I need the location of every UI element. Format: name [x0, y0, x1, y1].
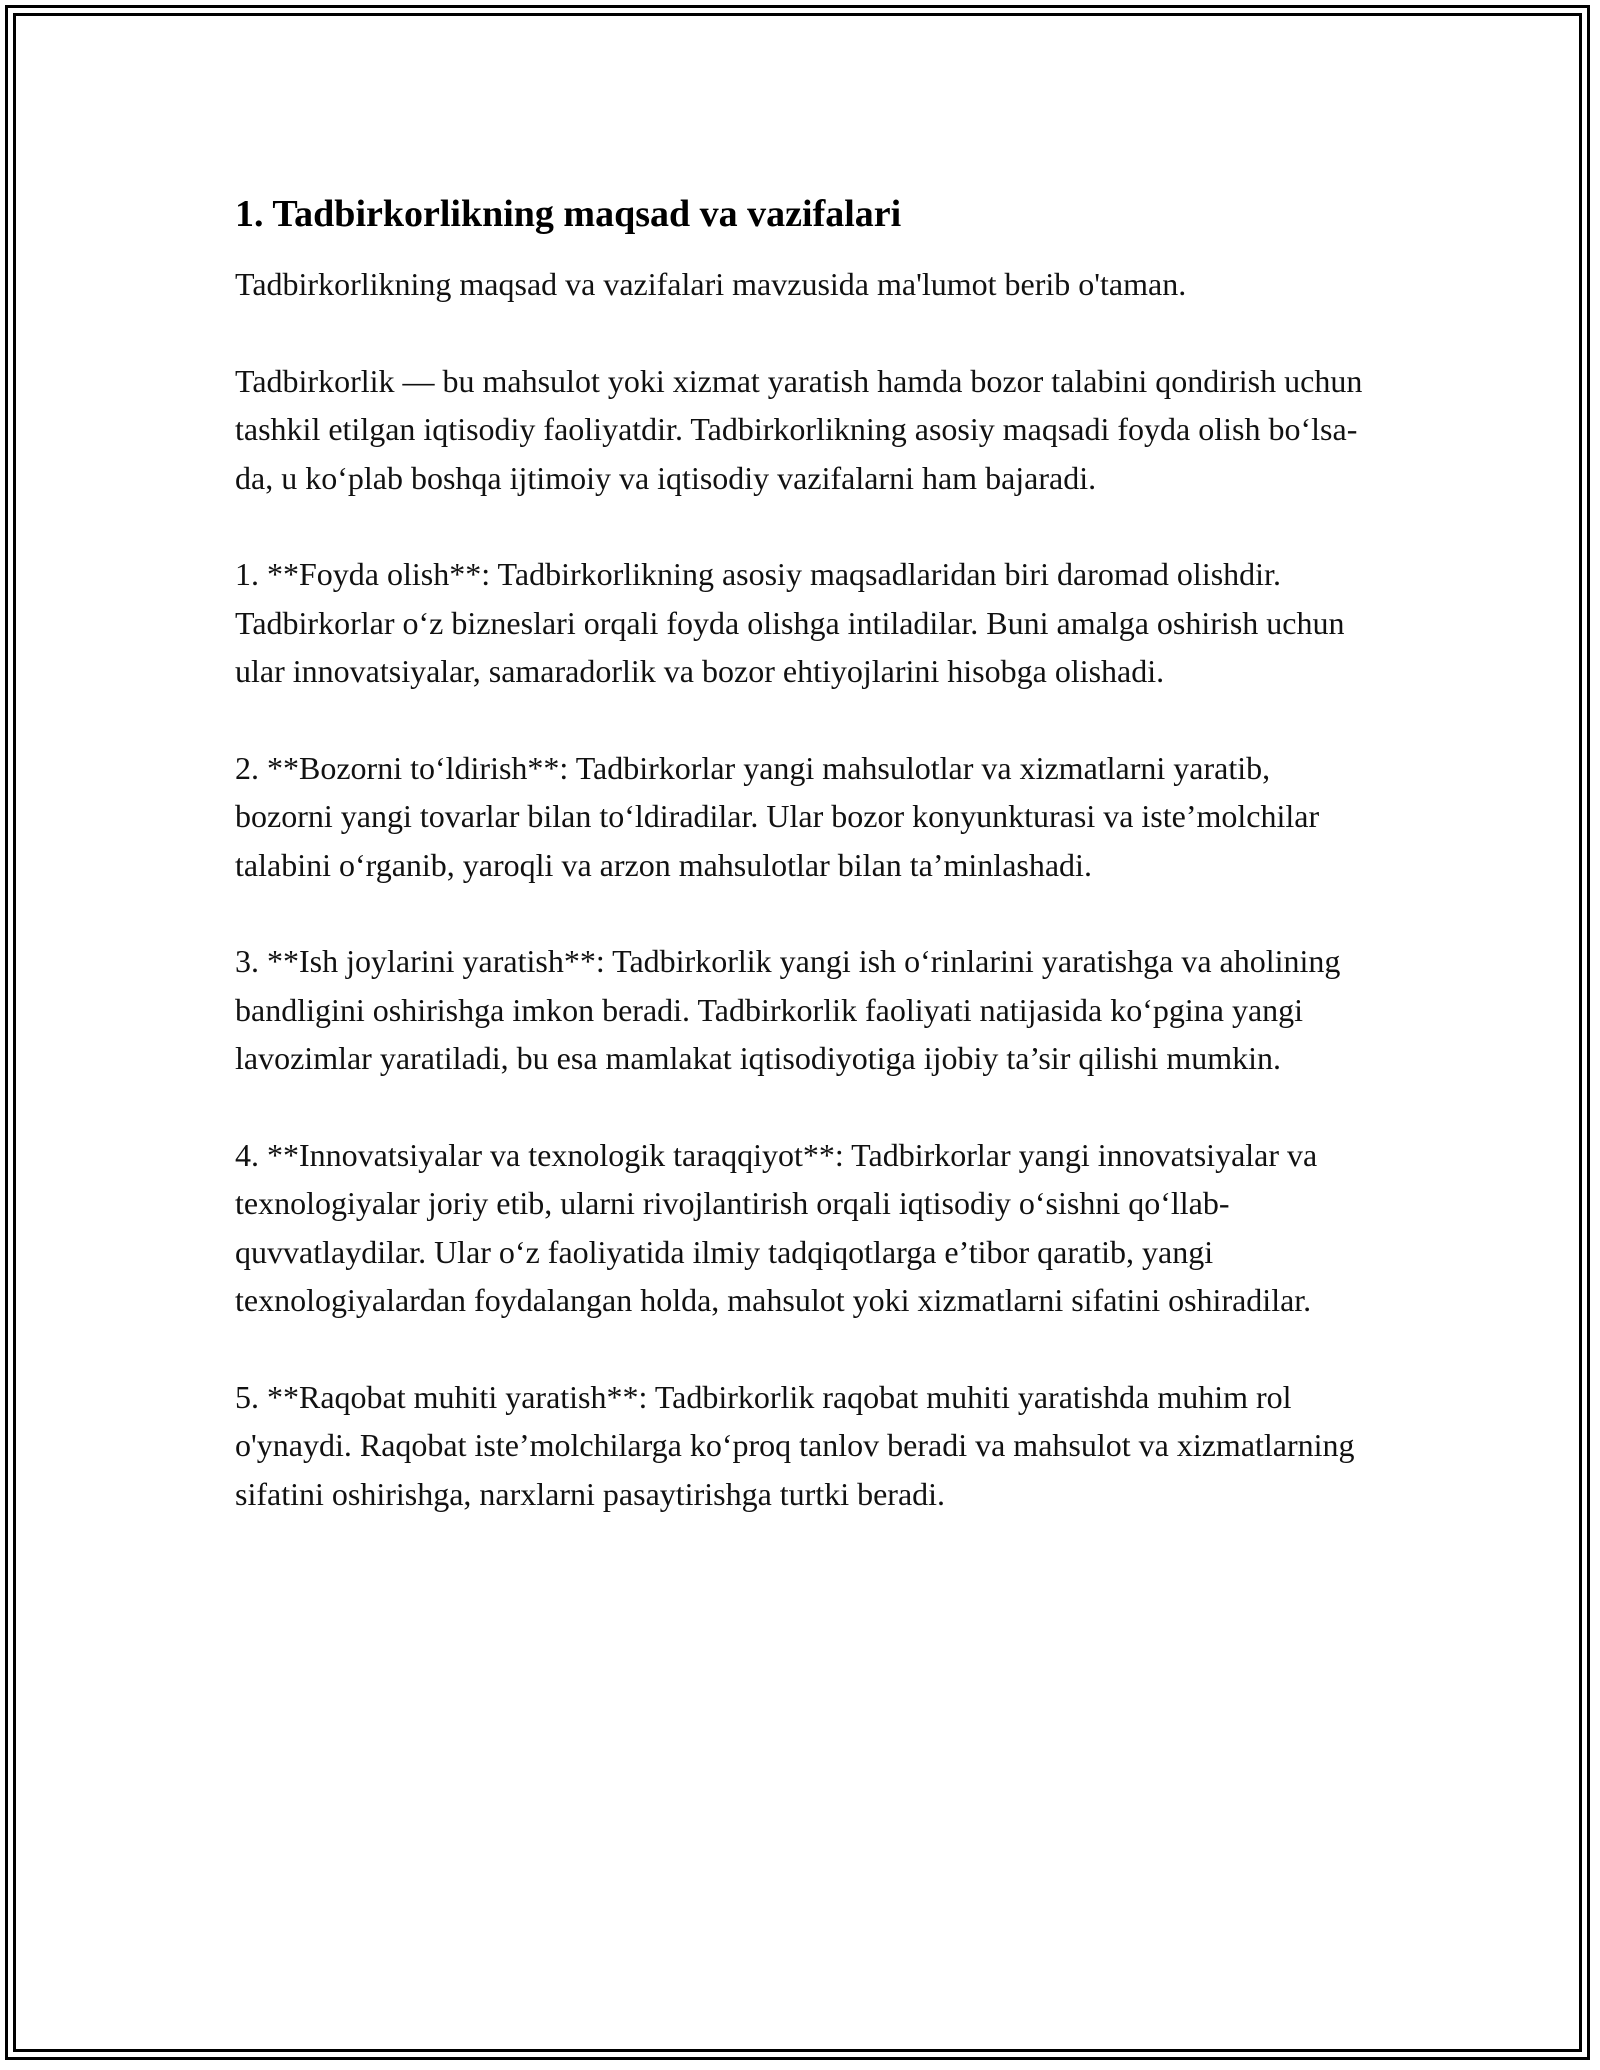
paragraph-definition: Tadbirkorlik — bu mahsulot yoki xizmat yaratish hamda bozor talabini qondirish uchun tashkil etilgan iqtisodiy faoliyatdir. Tadbirkorlikning asosiy maqsadi foyda olish bo‘lsa-da, u ko‘plab boshqa ijtimoiy va iqtisodiy vazifalarni ham bajaradi.: [235, 362, 1363, 496]
paragraph-intro: Tadbirkorlikning maqsad va vazifalari mavzusida ma'lumot berib o'taman.: [235, 266, 1187, 302]
paragraph-item-4: 4. **Innovatsiyalar va texnologik taraqqiyot**: Tadbirkorlar yangi innovatsiyalar va texnologiyalar joriy etib, ularni rivojlantirish orqali iqtisodiy o‘sishni qo‘llab-quvvatlaydilar. Ular o‘z faoliyatida ilmiy tadqiqotlarga e’tibor qaratib, yangi texnologiyalardan foydalangan holda, mahsulot yoki xizmatlarni sifatini oshiradilar.: [235, 1136, 1318, 1318]
paragraph-item-2: 2. **Bozorni to‘ldirish**: Tadbirkorlar yangi mahsulotlar va xizmatlarni yaratib, bozorni yangi tovarlar bilan to‘ldiradilar. Ular bozor konyunkturasi va iste’molchilar talabini o‘rganib, yaroqli va arzon mahsulotlar bilan ta’minlashadi.: [235, 749, 1320, 883]
paragraph-item-5: 5. **Raqobat muhiti yaratish**: Tadbirkorlik raqobat muhiti yaratishda muhim rol o'ynaydi. Raqobat iste’molchilarga ko‘proq tanlov beradi va mahsulot va xizmatlarning sifatini oshirishga, narxlarni pasaytirishga turtki beradi.: [235, 1378, 1355, 1512]
document-title: 1. Tadbirkorlikning maqsad va vazifalari: [235, 193, 902, 235]
paragraph-item-3: 3. **Ish joylarini yaratish**: Tadbirkorlik yangi ish o‘rinlarini yaratishga va aholining bandligini oshirishga imkon beradi. Tadbirkorlik faoliyati natijasida ko‘pgina yangi lavozimlar yaratiladi, bu esa mamlakat iqtisodiyotiga ijobiy ta’sir qilishi mumkin.: [235, 943, 1341, 1076]
document-body: [235, 190, 1365, 1566]
paragraph-item-1: 1. **Foyda olish**: Tadbirkorlikning asosiy maqsadlaridan biri daromad olishdir. Tadbirkorlar o‘z bizneslari orqali foyda olishga intiladilar. Buni amalga oshirish uchun ular innovatsiyalar, samaradorlik va bozor ehtiyojlarini hisobga olishadi.: [235, 556, 1345, 689]
